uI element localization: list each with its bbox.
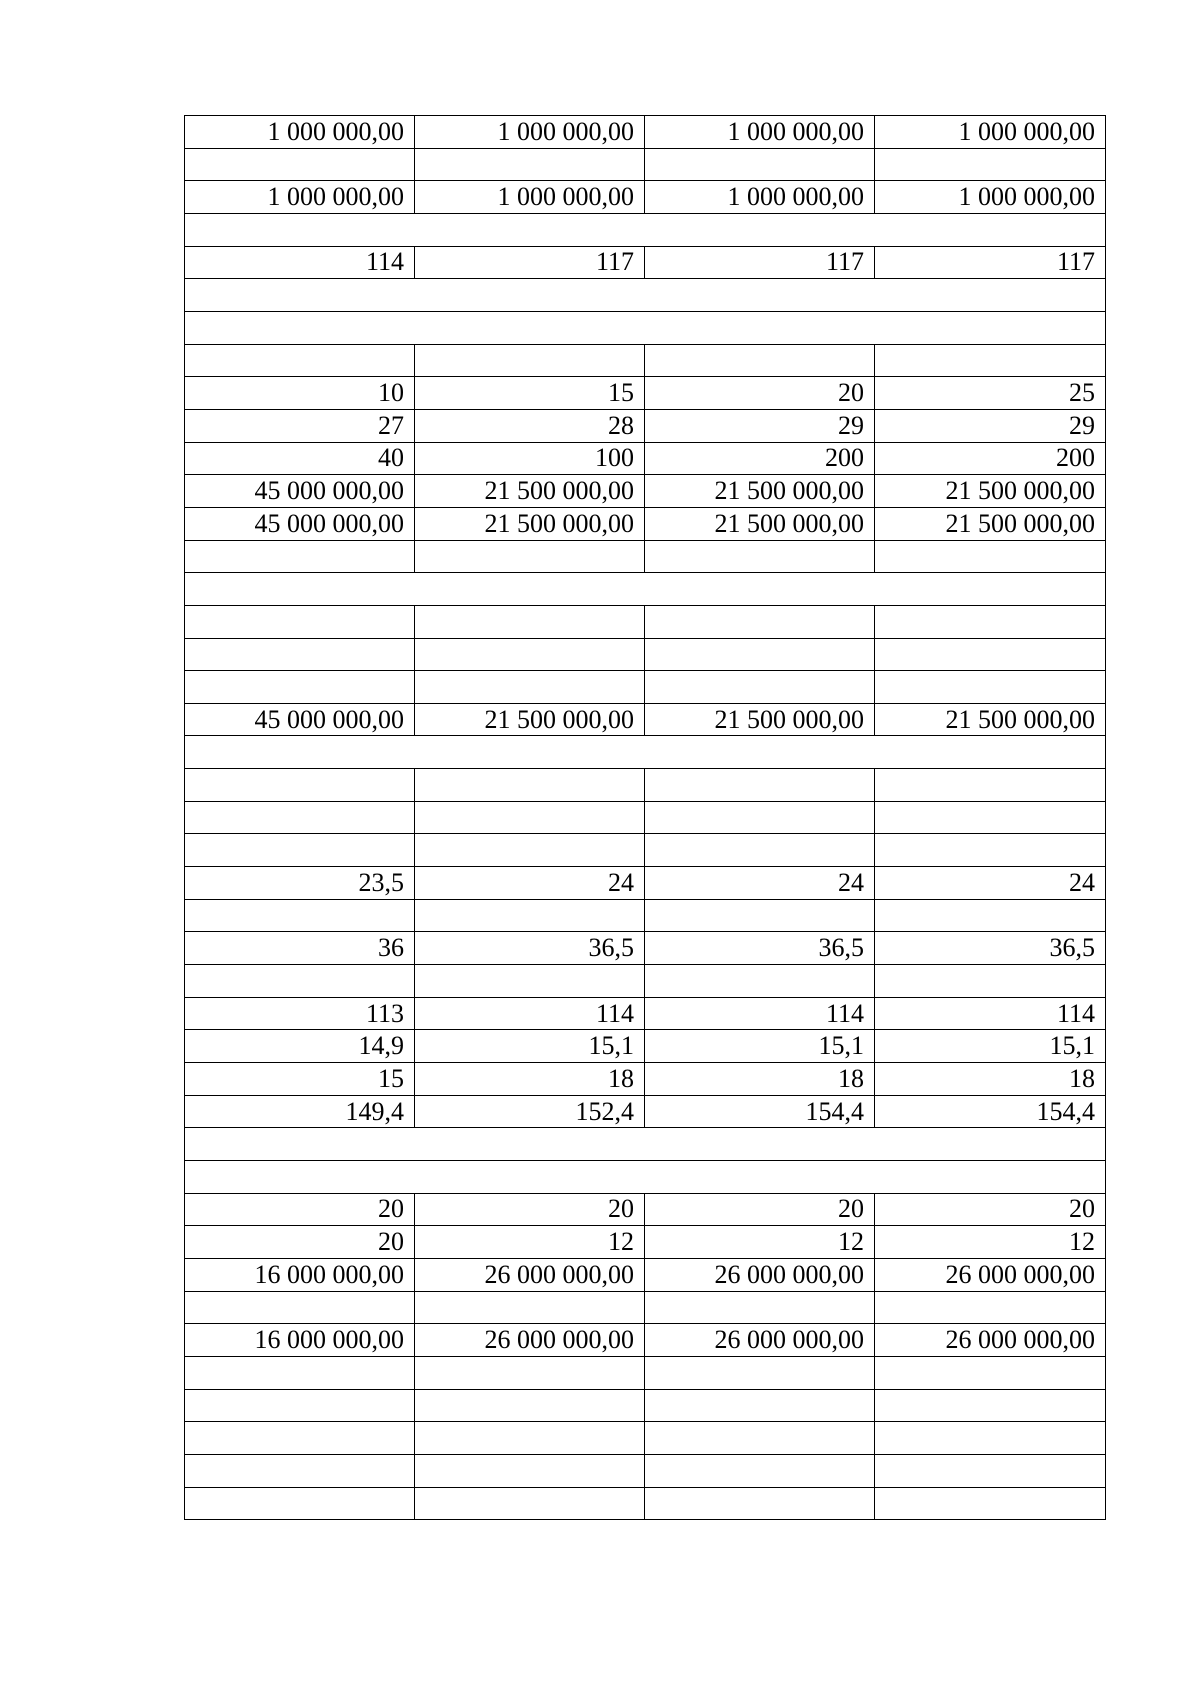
table-cell: 21 500 000,00 [875, 475, 1106, 508]
table-cell [415, 1422, 645, 1455]
table-row [185, 899, 1106, 932]
table-cell: 20 [185, 1193, 415, 1226]
table-cell [415, 834, 645, 867]
table-cell: 114 [645, 997, 875, 1030]
table-row [185, 540, 1106, 573]
table-cell [645, 638, 875, 671]
table-cell [645, 148, 875, 181]
table-cell: 27 [185, 409, 415, 442]
table-cell [875, 344, 1106, 377]
table-cell [185, 899, 415, 932]
table-cell [645, 1291, 875, 1324]
table-row [185, 932, 1106, 965]
table-cell [185, 1454, 415, 1487]
table-cell: 1 000 000,00 [415, 181, 645, 214]
table-cell: 45 000 000,00 [185, 475, 415, 508]
table-cell: 117 [645, 246, 875, 279]
table-row [185, 1356, 1106, 1389]
table-cell [185, 638, 415, 671]
merged-section-row [185, 279, 1106, 312]
table-row [185, 507, 1106, 540]
table-cell: 18 [875, 1063, 1106, 1096]
table-cell [185, 671, 415, 704]
table-cell: 1 000 000,00 [645, 181, 875, 214]
table-cell [185, 1389, 415, 1422]
table-cell: 24 [875, 867, 1106, 900]
table-cell: 23,5 [185, 867, 415, 900]
table-cell [875, 801, 1106, 834]
table-cell: 40 [185, 442, 415, 475]
table-row [185, 1226, 1106, 1259]
table-cell: 36,5 [415, 932, 645, 965]
table-row [185, 213, 1106, 246]
table-cell [185, 965, 415, 998]
table-cell [875, 769, 1106, 802]
merged-section-row [185, 736, 1106, 769]
table-row [185, 801, 1106, 834]
table-cell: 149,4 [185, 1095, 415, 1128]
table-cell: 1 000 000,00 [645, 116, 875, 149]
table-cell: 18 [645, 1063, 875, 1096]
table-cell [875, 638, 1106, 671]
table-cell [415, 1356, 645, 1389]
table-cell [185, 834, 415, 867]
table-cell: 20 [645, 1193, 875, 1226]
table-cell [875, 1454, 1106, 1487]
table-cell: 25 [875, 377, 1106, 410]
table-cell: 117 [415, 246, 645, 279]
table-row [185, 997, 1106, 1030]
table-row [185, 1095, 1106, 1128]
table-row [185, 736, 1106, 769]
table-row [185, 867, 1106, 900]
table-row [185, 246, 1106, 279]
table-cell [185, 769, 415, 802]
data-table [184, 115, 1106, 1520]
table-row [185, 769, 1106, 802]
table-cell: 26 000 000,00 [645, 1258, 875, 1291]
table-cell: 21 500 000,00 [875, 703, 1106, 736]
merged-section-row [185, 311, 1106, 344]
table-cell [875, 148, 1106, 181]
table-row [185, 1487, 1106, 1520]
table-cell [645, 965, 875, 998]
table-cell: 154,4 [645, 1095, 875, 1128]
table-cell: 200 [875, 442, 1106, 475]
table-row [185, 1063, 1106, 1096]
table-cell: 114 [875, 997, 1106, 1030]
table-cell [875, 834, 1106, 867]
table-row [185, 377, 1106, 410]
table-row [185, 116, 1106, 149]
table-cell [875, 540, 1106, 573]
table-cell [415, 769, 645, 802]
table-cell [645, 899, 875, 932]
table-row [185, 409, 1106, 442]
table-cell: 45 000 000,00 [185, 507, 415, 540]
table-cell [415, 1454, 645, 1487]
table-cell: 20 [415, 1193, 645, 1226]
table-row [185, 965, 1106, 998]
table-cell [415, 1291, 645, 1324]
table-cell: 26 000 000,00 [875, 1324, 1106, 1357]
table-cell [645, 540, 875, 573]
table-cell: 45 000 000,00 [185, 703, 415, 736]
table-cell: 24 [645, 867, 875, 900]
table-cell: 12 [875, 1226, 1106, 1259]
table-cell: 15 [185, 1063, 415, 1096]
table-cell [415, 1487, 645, 1520]
table-cell: 29 [875, 409, 1106, 442]
table-cell: 29 [645, 409, 875, 442]
table-cell: 152,4 [415, 1095, 645, 1128]
table-cell [645, 769, 875, 802]
table-cell [185, 1422, 415, 1455]
table-cell: 15,1 [415, 1030, 645, 1063]
table-cell [645, 1356, 875, 1389]
table-cell [645, 671, 875, 704]
table-cell: 24 [415, 867, 645, 900]
table-cell: 16 000 000,00 [185, 1324, 415, 1357]
table-cell: 36,5 [645, 932, 875, 965]
table-cell: 15,1 [875, 1030, 1106, 1063]
table-cell [185, 801, 415, 834]
table-cell [645, 834, 875, 867]
merged-section-row [185, 213, 1106, 246]
table-cell: 15 [415, 377, 645, 410]
table-cell [645, 1454, 875, 1487]
table-cell [645, 344, 875, 377]
table-cell [185, 344, 415, 377]
table-cell: 1 000 000,00 [185, 116, 415, 149]
table-cell [645, 605, 875, 638]
table-cell: 113 [185, 997, 415, 1030]
table-row [185, 311, 1106, 344]
table-cell [415, 965, 645, 998]
table-cell [875, 899, 1106, 932]
table-cell: 100 [415, 442, 645, 475]
table-cell: 21 500 000,00 [415, 507, 645, 540]
table-cell [875, 1291, 1106, 1324]
table-row [185, 1030, 1106, 1063]
table-cell: 26 000 000,00 [875, 1258, 1106, 1291]
table-cell: 21 500 000,00 [645, 475, 875, 508]
table-cell: 26 000 000,00 [415, 1258, 645, 1291]
table-cell: 21 500 000,00 [415, 703, 645, 736]
table-cell: 1 000 000,00 [185, 181, 415, 214]
table-row [185, 1454, 1106, 1487]
table-cell: 21 500 000,00 [645, 507, 875, 540]
table-cell [415, 344, 645, 377]
table-cell [415, 801, 645, 834]
table-row [185, 1422, 1106, 1455]
table-row [185, 181, 1106, 214]
table-cell [185, 1356, 415, 1389]
table-row [185, 148, 1106, 181]
table-cell [415, 540, 645, 573]
table-cell [415, 1389, 645, 1422]
table-row [185, 475, 1106, 508]
table-cell [415, 148, 645, 181]
table-cell: 1 000 000,00 [875, 116, 1106, 149]
table-body [185, 116, 1106, 1520]
table-row [185, 344, 1106, 377]
table-cell [875, 1422, 1106, 1455]
table-cell: 20 [185, 1226, 415, 1259]
table-row [185, 834, 1106, 867]
table-cell: 10 [185, 377, 415, 410]
table-cell [645, 1487, 875, 1520]
table-cell: 26 000 000,00 [645, 1324, 875, 1357]
table-row [185, 1291, 1106, 1324]
table-cell: 15,1 [645, 1030, 875, 1063]
table-cell: 1 000 000,00 [875, 181, 1106, 214]
table-row [185, 1258, 1106, 1291]
table-cell: 18 [415, 1063, 645, 1096]
table-cell [645, 1389, 875, 1422]
table-row [185, 573, 1106, 606]
table-cell: 36,5 [875, 932, 1106, 965]
table-cell [415, 605, 645, 638]
table-cell [645, 801, 875, 834]
table-cell [185, 605, 415, 638]
table-cell: 1 000 000,00 [415, 116, 645, 149]
table-row [185, 638, 1106, 671]
table-cell: 114 [185, 246, 415, 279]
table-cell [875, 1389, 1106, 1422]
table-cell [645, 1422, 875, 1455]
table-row [185, 1193, 1106, 1226]
table-row [185, 1324, 1106, 1357]
table-cell: 12 [645, 1226, 875, 1259]
table-cell: 28 [415, 409, 645, 442]
table-cell: 114 [415, 997, 645, 1030]
merged-section-row [185, 573, 1106, 606]
table-cell: 20 [875, 1193, 1106, 1226]
table-cell: 21 500 000,00 [415, 475, 645, 508]
table-cell [185, 1487, 415, 1520]
table-cell [875, 1356, 1106, 1389]
table-cell [185, 1291, 415, 1324]
table-row [185, 605, 1106, 638]
table-row [185, 1389, 1106, 1422]
table-cell [875, 1487, 1106, 1520]
table-cell [415, 638, 645, 671]
table-cell [415, 671, 645, 704]
table-row [185, 1161, 1106, 1194]
table-cell: 154,4 [875, 1095, 1106, 1128]
table-cell: 21 500 000,00 [875, 507, 1106, 540]
table-cell: 12 [415, 1226, 645, 1259]
table-row [185, 1128, 1106, 1161]
table-cell [875, 605, 1106, 638]
table-row [185, 671, 1106, 704]
table-cell: 14,9 [185, 1030, 415, 1063]
table-cell: 36 [185, 932, 415, 965]
table-cell: 26 000 000,00 [415, 1324, 645, 1357]
merged-section-row [185, 1161, 1106, 1194]
table-cell [185, 148, 415, 181]
table-cell: 16 000 000,00 [185, 1258, 415, 1291]
merged-section-row [185, 1128, 1106, 1161]
table-cell: 200 [645, 442, 875, 475]
table-cell: 21 500 000,00 [645, 703, 875, 736]
table-cell: 20 [645, 377, 875, 410]
table-row [185, 703, 1106, 736]
table-row [185, 442, 1106, 475]
table-cell [185, 540, 415, 573]
table-cell [875, 965, 1106, 998]
table-row [185, 279, 1106, 312]
table-cell [415, 899, 645, 932]
table-cell [875, 671, 1106, 704]
table-cell: 117 [875, 246, 1106, 279]
